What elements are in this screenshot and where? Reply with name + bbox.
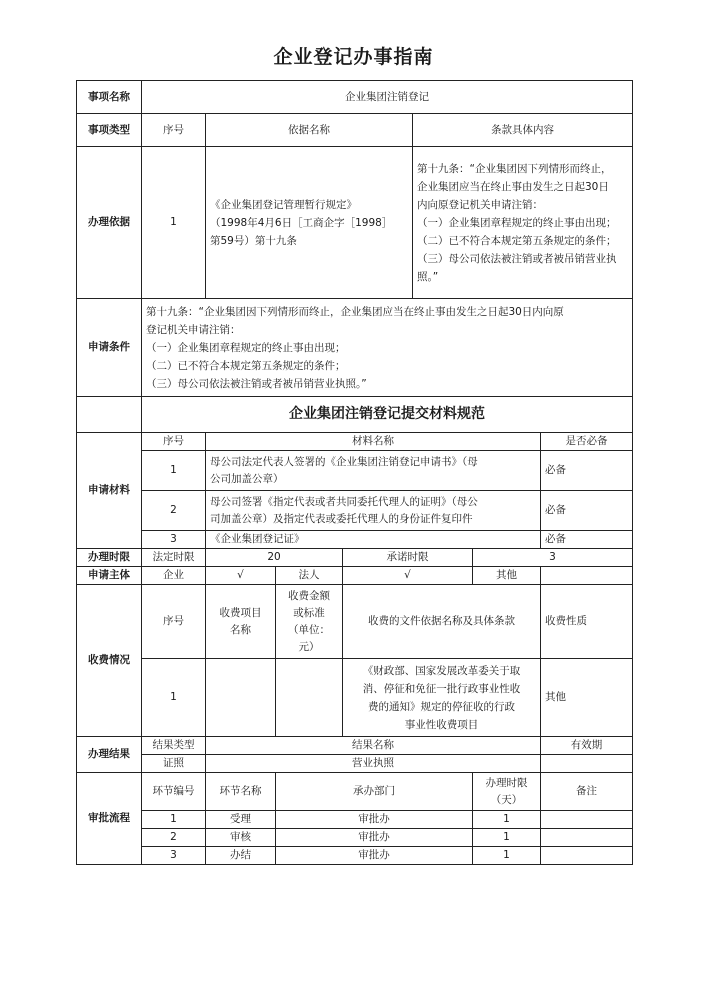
item-type-label: 事项类型 <box>77 114 142 147</box>
item-type-basis-header: 依据名称 <box>206 114 413 147</box>
material-row: 2 母公司签署《指定代表或者共同委托代理人的证明》（母公 司加盖公章）及指定代表或委托代理人的身份证件复印件 必备 <box>77 491 633 531</box>
item-name-value: 企业集团注销登记 <box>142 81 633 114</box>
item-name-label: 事项名称 <box>77 81 142 114</box>
fees-nature-header: 收费性质 <box>541 585 633 659</box>
time-limit-row <box>77 549 633 567</box>
fees-item-header: 收费项目 名称 <box>206 585 276 659</box>
fees-amount-header: 收费金额 或标准 （单位： 元） <box>276 585 343 659</box>
applicant-other: 其他 <box>473 567 541 585</box>
materials-label: 申请材料 <box>77 433 142 549</box>
result-type: 证照 <box>142 755 206 773</box>
materials-title-row <box>77 397 633 433</box>
time-limit-label: 办理时限 <box>77 549 142 567</box>
promise-limit-label: 承诺时限 <box>343 549 473 567</box>
result-type-header: 结果类型 <box>142 737 206 755</box>
guide-table <box>76 80 633 865</box>
fees-seq-header: 序号 <box>142 585 206 659</box>
basis-row <box>77 147 633 299</box>
fees-label: 收费情况 <box>77 585 142 737</box>
basis-label: 办理依据 <box>77 147 142 299</box>
process-row: 1 受理 审批办 1 <box>77 811 633 829</box>
basis-content: 第十九条：“企业集团因下列情形而终止， 企业集团应当在终止事由发生之日起30日 内向原登记机关申请注销： （一）企业集团章程规定的终止事由出现； （二）已不符合本规定第五条规定的条件； （三）母公司依法被注销或者被吊销营业执 照。” <box>413 147 633 299</box>
fees-nature: 其他 <box>541 659 633 737</box>
process-dept-header: 承办部门 <box>276 773 473 811</box>
applicant-legal-person: 法人 <box>276 567 343 585</box>
result-row <box>77 755 633 773</box>
item-type-content-header: 条款具体内容 <box>413 114 633 147</box>
item-name-row <box>77 81 633 114</box>
legal-person-check-mark: √ <box>343 567 473 585</box>
promise-limit-value: 3 <box>473 549 633 567</box>
fees-row <box>77 659 633 737</box>
process-name-header: 环节名称 <box>206 773 276 811</box>
item-type-row <box>77 114 633 147</box>
material-name: 《企业集团登记证》 <box>206 531 541 549</box>
result-valid-header: 有效期 <box>541 737 633 755</box>
applicant-enterprise: 企业 <box>142 567 206 585</box>
basis-name: 《企业集团登记管理暂行规定》 （1998年4月6日［工商企字［1998］ 第59号）第十九条 <box>206 147 413 299</box>
item-type-seq-header: 序号 <box>142 114 206 147</box>
material-name: 母公司法定代表人签署的《企业集团注销登记申请书》（母 公司加盖公章） <box>206 451 541 491</box>
materials-name-header: 材料名称 <box>206 433 541 451</box>
result-name-header: 结果名称 <box>206 737 541 755</box>
legal-limit-label: 法定时限 <box>142 549 206 567</box>
fees-seq: 1 <box>142 659 206 737</box>
basis-seq: 1 <box>142 147 206 299</box>
process-row: 2 审核 审批办 1 <box>77 829 633 847</box>
material-row: 1 母公司法定代表人签署的《企业集团注销登记申请书》（母 公司加盖公章） 必备 <box>77 451 633 491</box>
applicant-row <box>77 567 633 585</box>
result-name: 营业执照 <box>206 755 541 773</box>
applicant-label: 申请主体 <box>77 567 142 585</box>
materials-seq-header: 序号 <box>142 433 206 451</box>
process-step-header: 环节编号 <box>142 773 206 811</box>
materials-title: 企业集团注销登记提交材料规范 <box>142 397 633 433</box>
process-days-header: 办理时限 （天） <box>473 773 541 811</box>
fees-header-row <box>77 585 633 659</box>
result-header-row <box>77 737 633 755</box>
material-name: 母公司签署《指定代表或者共同委托代理人的证明》（母公 司加盖公章）及指定代表或委托代理人的身份证件复印件 <box>206 491 541 531</box>
conditions-label: 申请条件 <box>77 299 142 397</box>
process-note-header: 备注 <box>541 773 633 811</box>
fees-basis-header: 收费的文件依据名称及具体条款 <box>343 585 541 659</box>
conditions-text: 第十九条：“企业集团因下列情形而终止，企业集团应当在终止事由发生之日起30日内向原 登记机关申请注销： （一）企业集团章程规定的终止事由出现； （二）已不符合本规定第五条规定的条件； （三）母公司依法被注销或者被吊销营业执照。” <box>142 299 633 397</box>
process-header-row <box>77 773 633 811</box>
materials-required-header: 是否必备 <box>541 433 633 451</box>
process-row: 3 办结 审批办 1 <box>77 847 633 865</box>
material-row: 3 《企业集团登记证》 必备 <box>77 531 633 549</box>
materials-header-row <box>77 433 633 451</box>
page-title: 企业登记办事指南 <box>273 46 434 68</box>
process-label: 审批流程 <box>77 773 142 865</box>
enterprise-check-mark: √ <box>206 567 276 585</box>
result-label: 办理结果 <box>77 737 142 773</box>
legal-limit-value: 20 <box>206 549 343 567</box>
fees-basis: 《财政部、国家发展改革委关于取 消、停征和免征一批行政事业性收 费的通知》规定的停征收的行政 事业性收费项目 <box>343 659 541 737</box>
conditions-row <box>77 299 633 397</box>
